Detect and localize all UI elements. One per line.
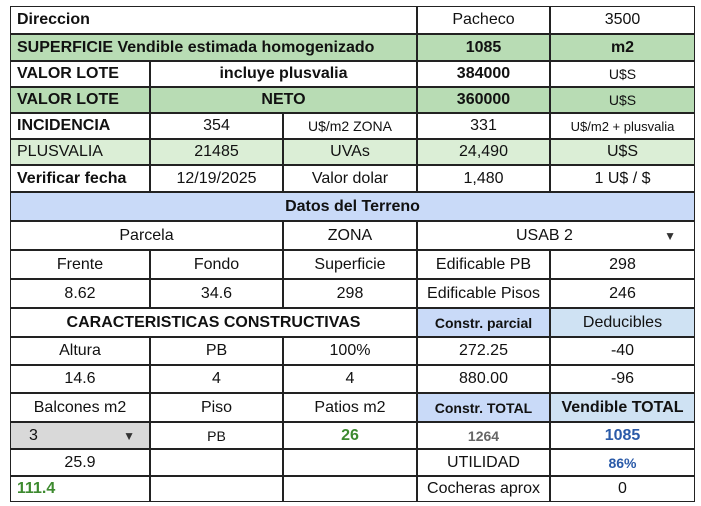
superficie-value[interactable]: 1085 (417, 34, 550, 61)
constr-total-value[interactable]: 1264 (417, 422, 550, 449)
direccion-label[interactable]: Direccion (10, 6, 417, 34)
constr-total-label[interactable]: Constr. TOTAL (417, 393, 550, 422)
incidencia-plusvalia-value[interactable]: 331 (417, 113, 550, 139)
pisos-value[interactable]: 4 (283, 365, 417, 393)
caracteristicas-header[interactable]: CARACTERISTICAS CONSTRUCTIVAS (10, 308, 417, 337)
incidencia-label[interactable]: INCIDENCIA (10, 113, 150, 139)
altura-label[interactable]: Altura (10, 337, 150, 365)
valor-lote-label[interactable]: VALOR LOTE (10, 61, 150, 87)
constr-pisos-value[interactable]: 880.00 (417, 365, 550, 393)
plusvalia-usd-unit[interactable]: U$S (550, 139, 695, 165)
frente-label[interactable]: Frente (10, 250, 150, 279)
valor-dolar-unit[interactable]: 1 U$ / $ (550, 165, 695, 192)
empty-cell[interactable] (283, 449, 417, 476)
empty-cell[interactable] (150, 476, 283, 502)
valor-lote-value[interactable]: 384000 (417, 61, 550, 87)
deducibles-label[interactable]: Deducibles (550, 308, 695, 337)
frente-value[interactable]: 8.62 (10, 279, 150, 308)
plusvalia-uvas-unit[interactable]: UVAs (283, 139, 417, 165)
superficie-label[interactable]: SUPERFICIE Vendible estimada homogenizado (10, 34, 417, 61)
balcones-label[interactable]: Balcones m2 (10, 393, 150, 422)
plusvalia-label[interactable]: PLUSVALIA (10, 139, 150, 165)
pb-value[interactable]: 4 (150, 365, 283, 393)
valor-lote-neto-label[interactable]: VALOR LOTE (10, 87, 150, 113)
valor-dolar-label[interactable]: Valor dolar (283, 165, 417, 192)
pb-label[interactable]: PB (150, 337, 283, 365)
datos-terreno-header[interactable]: Datos del Terreno (10, 192, 695, 221)
patios-value[interactable]: 26 (283, 422, 417, 449)
balcones-value: 3 (29, 426, 38, 444)
incidencia-plusvalia-unit[interactable]: U$/m2 + plusvalia (550, 113, 695, 139)
edificable-pb-label[interactable]: Edificable PB (417, 250, 550, 279)
valor-lote-neto-note[interactable]: NETO (150, 87, 417, 113)
misc2-value[interactable]: 111.4 (10, 476, 150, 502)
valor-lote-currency[interactable]: U$S (550, 61, 695, 87)
piso-label[interactable]: Piso (150, 393, 283, 422)
patios-label[interactable]: Patios m2 (283, 393, 417, 422)
edificable-pb-value[interactable]: 298 (550, 250, 695, 279)
verificar-fecha-label[interactable]: Verificar fecha (10, 165, 150, 192)
superficie-terreno-label[interactable]: Superficie (283, 250, 417, 279)
altura-value[interactable]: 14.6 (10, 365, 150, 393)
piso-value[interactable]: PB (150, 422, 283, 449)
caret-down-icon: ▼ (123, 428, 135, 443)
fondo-value[interactable]: 34.6 (150, 279, 283, 308)
constr-parcial-label[interactable]: Constr. parcial (417, 308, 550, 337)
caret-down-icon: ▼ (664, 228, 676, 243)
incidencia-zona-value[interactable]: 354 (150, 113, 283, 139)
utilidad-value[interactable]: 86% (550, 449, 695, 476)
valor-dolar-value[interactable]: 1,480 (417, 165, 550, 192)
edificable-pisos-value[interactable]: 246 (550, 279, 695, 308)
parcela-label[interactable]: Parcela (10, 221, 283, 250)
plusvalia-uvas-value[interactable]: 21485 (150, 139, 283, 165)
vendible-total-label[interactable]: Vendible TOTAL (550, 393, 695, 422)
cocheras-label[interactable]: Cocheras aprox (417, 476, 550, 502)
valor-lote-neto-value[interactable]: 360000 (417, 87, 550, 113)
superficie-unit[interactable]: m2 (550, 34, 695, 61)
vendible-total-value[interactable]: 1085 (550, 422, 695, 449)
superficie-terreno-value[interactable]: 298 (283, 279, 417, 308)
direccion-number[interactable]: 3500 (550, 6, 695, 34)
percent-value[interactable]: 100% (283, 337, 417, 365)
zona-value: USAB 2 (516, 226, 573, 244)
valor-lote-note[interactable]: incluye plusvalia (150, 61, 417, 87)
zona-dropdown[interactable] (417, 221, 695, 250)
empty-cell[interactable] (283, 476, 417, 502)
direccion-street[interactable]: Pacheco (417, 6, 550, 34)
misc-value[interactable]: 25.9 (10, 449, 150, 476)
cocheras-value[interactable]: 0 (550, 476, 695, 502)
empty-cell[interactable] (150, 449, 283, 476)
deducibles-value-1[interactable]: -40 (550, 337, 695, 365)
fondo-label[interactable]: Fondo (150, 250, 283, 279)
zona-label[interactable]: ZONA (283, 221, 417, 250)
constr-parcial-value[interactable]: 272.25 (417, 337, 550, 365)
verificar-fecha-value[interactable]: 12/19/2025 (150, 165, 283, 192)
valor-lote-neto-currency[interactable]: U$S (550, 87, 695, 113)
edificable-pisos-label[interactable]: Edificable Pisos (417, 279, 550, 308)
deducibles-value-2[interactable]: -96 (550, 365, 695, 393)
plusvalia-usd-value[interactable]: 24,490 (417, 139, 550, 165)
balcones-dropdown[interactable] (10, 422, 150, 449)
utilidad-label[interactable]: UTILIDAD (417, 449, 550, 476)
incidencia-zona-unit[interactable]: U$/m2 ZONA (283, 113, 417, 139)
